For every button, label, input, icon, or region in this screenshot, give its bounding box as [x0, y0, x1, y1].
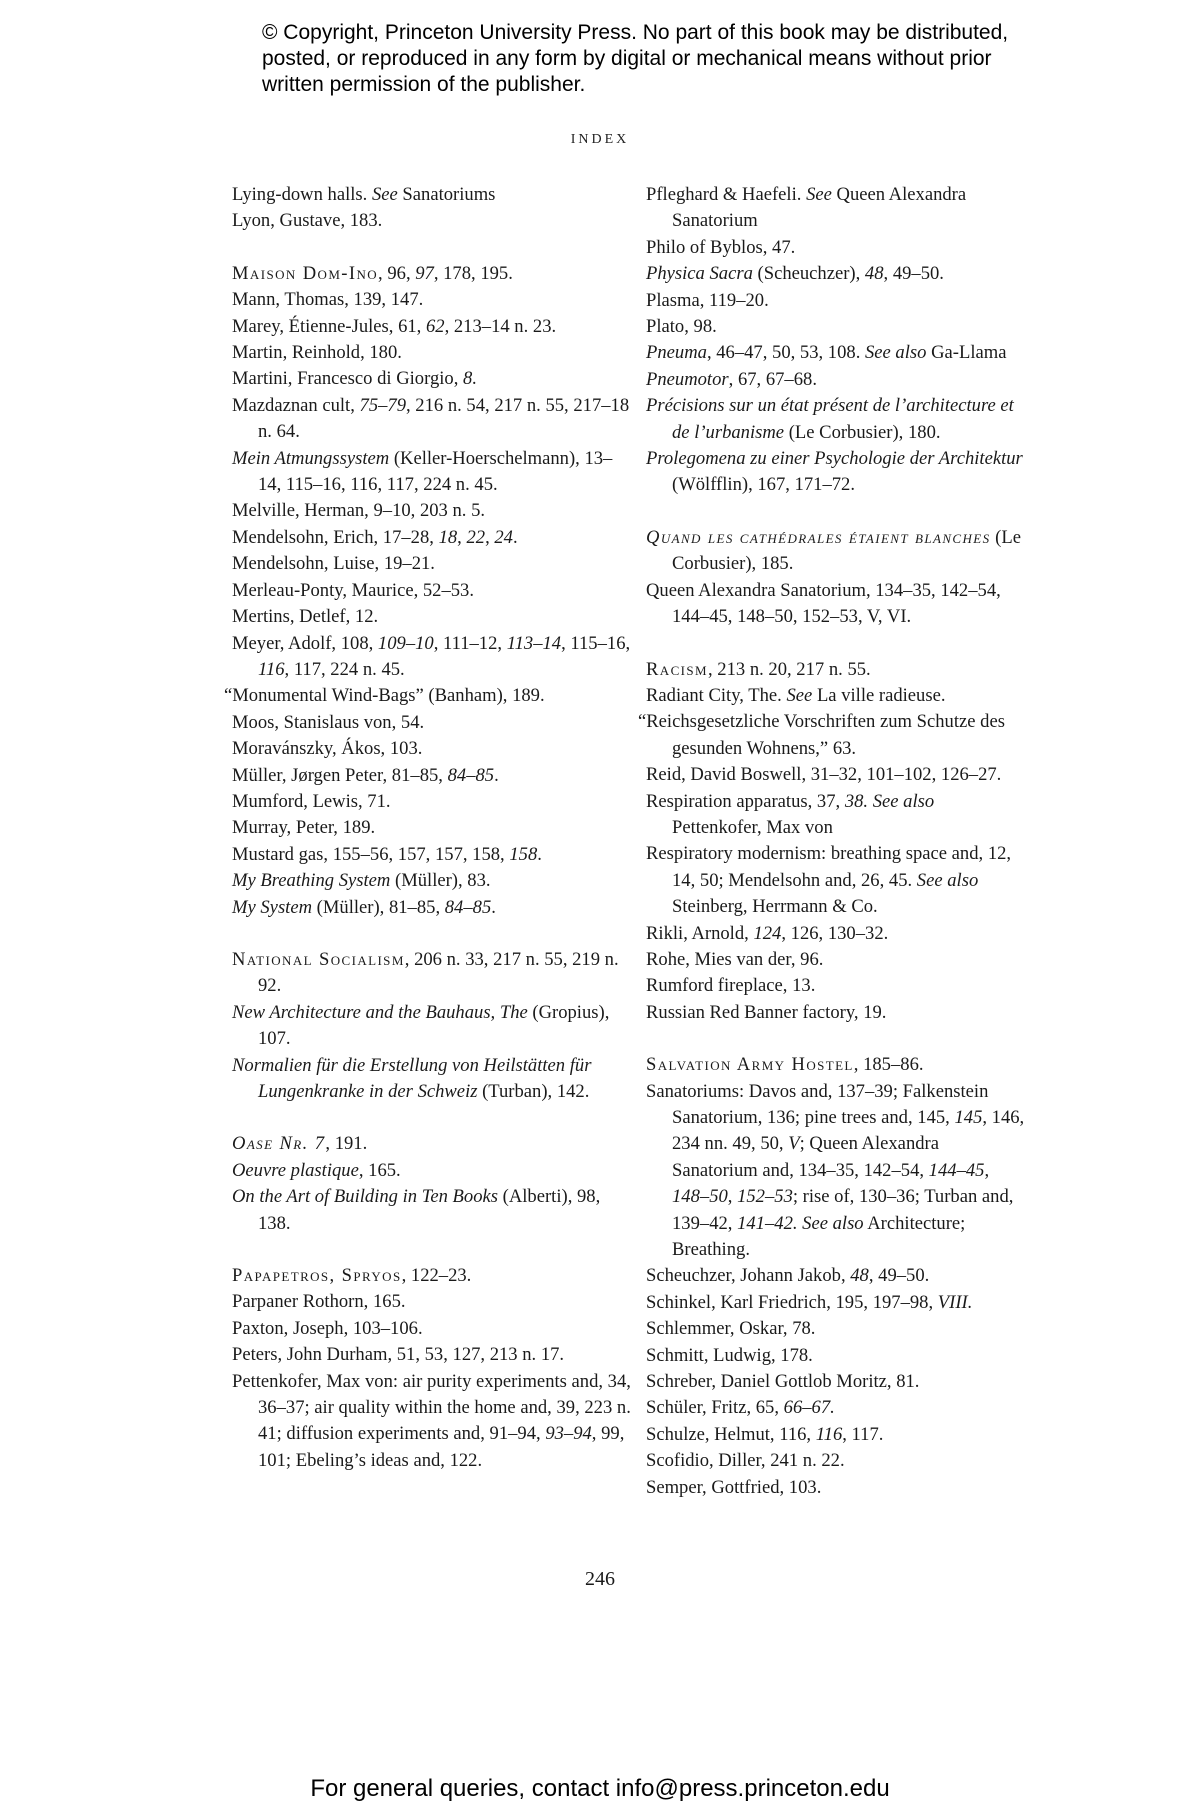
index-column-right — [638, 182, 1026, 1501]
index-entry — [232, 842, 632, 868]
entry-text: , 115–16, — [561, 632, 631, 654]
entry-text: 84–85 — [444, 896, 492, 918]
index-entry — [224, 683, 632, 709]
section-gap — [232, 921, 632, 947]
index-entry — [646, 657, 1026, 683]
entry-text: Meyer, Adolf, 108, — [232, 632, 378, 654]
entry-text: Mendelsohn, Luise, 19–21. — [232, 553, 435, 575]
copyright-notice: © Copyright, Princeton University Press. No part of this book may be distributed, posted, or reproduced in any form by digital or mechanical means without prior written permission of the publisher. — [262, 21, 1009, 96]
entry-text: 158 — [509, 843, 538, 865]
entry-text: , 191. — [325, 1133, 368, 1155]
entry-text: Queen Alexandra Sanatorium — [672, 184, 967, 232]
entry-text: 109–10 — [377, 632, 434, 654]
index-entry — [232, 366, 632, 392]
section-gap — [646, 1026, 1026, 1052]
entry-text: , 213 n. 20, 217 n. 55. — [707, 658, 871, 680]
index-entry — [232, 868, 632, 894]
index-entry — [646, 340, 1026, 366]
entry-text: , 111–12, — [433, 632, 507, 654]
entry-text: Précisions sur un état présent de l’architecture et de l’urbanisme — [646, 395, 1014, 443]
entry-text: , 49–50. — [883, 263, 944, 285]
entry-text: See also — [864, 342, 927, 364]
entry-text: (Le Corbusier), 180. — [784, 421, 941, 443]
entry-text: 8. — [463, 368, 477, 390]
entry-text: Marey, Étienne-Jules, 61, — [232, 315, 426, 337]
index-entry — [646, 261, 1026, 287]
entry-text: Mein Atmungssystem — [232, 447, 390, 469]
entry-text: , 185–86. — [853, 1054, 924, 1076]
section-gap — [646, 499, 1026, 525]
entry-text: 38. See also — [844, 790, 935, 812]
entry-text: 22 — [466, 526, 486, 548]
entry-text: Rohe, Mies van der, 96. — [646, 948, 824, 970]
entry-text: Schreber, Daniel Gottlob Moritz, 81. — [646, 1371, 920, 1393]
index-entry — [232, 789, 632, 815]
section-gap — [232, 1237, 632, 1263]
entry-text: Lying-down halls. — [232, 184, 372, 205]
index-entry — [646, 762, 1026, 788]
index-entry — [232, 393, 632, 446]
index-entry — [232, 208, 632, 234]
entry-text: 48 — [850, 1265, 869, 1287]
index-entry — [232, 261, 632, 287]
section-gap — [646, 631, 1026, 657]
entry-text: Moos, Stanislaus von, 54. — [232, 711, 425, 733]
entry-text: Müller, Jørgen Peter, 81–85, — [232, 764, 448, 786]
index-entry — [646, 446, 1026, 499]
index-entry — [646, 1290, 1026, 1316]
index-entry — [646, 525, 1026, 578]
entry-text: “Monumental Wind-Bags” (Banham), 189. — [224, 685, 545, 707]
index-entry — [646, 1369, 1026, 1395]
entry-text: Martin, Reinhold, 180. — [232, 342, 402, 364]
index-entry — [232, 1131, 632, 1157]
index-entry — [232, 340, 632, 366]
entry-text: 75–79 — [359, 394, 406, 416]
entry-text: (Gropius), 107. — [258, 1001, 610, 1050]
entry-text: See — [786, 684, 813, 706]
index-entry — [646, 182, 1026, 235]
entry-text: 116 — [258, 658, 285, 680]
index-entry — [232, 182, 632, 208]
index-entry — [646, 973, 1026, 999]
entry-text: Scofidio, Diller, 241 n. 22. — [646, 1450, 845, 1472]
entry-text: Pneuma — [646, 342, 707, 364]
entry-text: , 216 n. 54, 217 n. 55, 217–18 n. 64. — [258, 394, 630, 443]
entry-text: 18 — [438, 526, 458, 548]
index-entry — [232, 710, 632, 736]
index-entry — [232, 498, 632, 524]
entry-text: Pettenkofer, Max von — [672, 816, 833, 838]
index-entry — [646, 1395, 1026, 1421]
entry-text: Schmitt, Ludwig, 178. — [646, 1344, 813, 1366]
entry-text: 124 — [753, 922, 782, 944]
entry-text: , 213–14 n. 23. — [444, 315, 557, 337]
entry-text: Philo of Byblos, 47. — [646, 236, 796, 258]
index-entry — [232, 551, 632, 577]
entry-text: See — [371, 184, 398, 205]
entry-text: , 67, 67–68. — [728, 368, 817, 390]
entry-text: Mazdaznan cult, — [232, 394, 360, 416]
entry-text: Quand les cathédrales étaient blanches — [646, 526, 991, 548]
index-entry — [646, 1422, 1026, 1448]
entry-text: Pfleghard & Haefeli. — [646, 184, 807, 205]
entry-text: 141–42. See also — [737, 1212, 864, 1234]
index-entry — [646, 921, 1026, 947]
index-entry — [646, 1052, 1026, 1078]
entry-text: Respiratory modernism: breathing space and, 12, 14, 50; Mendelsohn and, 26, 45. — [646, 843, 1012, 891]
entry-text: Racism — [646, 658, 708, 680]
entry-text: Schlemmer, Oskar, 78. — [646, 1318, 816, 1340]
entry-text: , — [727, 1186, 738, 1208]
entry-text: (Alberti), 98, 138. — [258, 1186, 601, 1234]
index-entry — [232, 1369, 632, 1475]
index-entry — [232, 1263, 632, 1289]
entry-text: Schulze, Helmut, 116, — [646, 1423, 816, 1445]
entry-text: V — [788, 1133, 800, 1155]
entry-text: 148–50 — [672, 1186, 728, 1208]
entry-text: Ga-Llama — [926, 342, 1007, 364]
entry-text: See also — [916, 869, 979, 891]
entry-text: 66–67. — [783, 1397, 835, 1419]
entry-text: , 165. — [358, 1159, 401, 1181]
entry-text: Mustard gas, 155–56, 157, 157, 158, — [232, 843, 510, 865]
entry-text: Sanatoriums — [397, 184, 496, 205]
entry-text: Peters, John Durham, 51, 53, 127, 213 n. 17. — [232, 1344, 565, 1366]
index-entry — [232, 1053, 632, 1106]
entry-text: , 99, 101; Ebeling’s ideas and, 122. — [258, 1423, 625, 1471]
entry-text: (Le Corbusier), 185. — [672, 526, 1021, 575]
entry-text: Rikli, Arnold, — [646, 922, 754, 944]
index-entry — [232, 1184, 632, 1237]
entry-text: Prolegomena zu einer Psychologie der Architektur — [646, 448, 1023, 470]
entry-text: (Müller), 83. — [390, 870, 491, 892]
entry-text: Melville, Herman, 9–10, 203 n. 5. — [232, 500, 486, 522]
entry-text: Plato, 98. — [646, 316, 717, 338]
index-entry — [232, 1316, 632, 1342]
entry-text: , — [457, 526, 467, 548]
entry-text: New Architecture and the Bauhaus, The — [232, 1001, 528, 1023]
index-entry — [646, 314, 1026, 340]
index-entry — [232, 1289, 632, 1315]
entry-text: 116 — [815, 1423, 843, 1445]
index-entry — [638, 709, 1026, 762]
index-entry — [646, 1000, 1026, 1026]
entry-text: , 117, 224 n. 45. — [284, 658, 405, 680]
entry-text: National Socialism — [232, 948, 405, 970]
entry-text: “Reichsgesetzliche Vorschriften zum Schutze des gesunden Wohnens,” 63. — [638, 711, 1005, 759]
entry-text: , 122–23. — [401, 1265, 472, 1287]
index-entry — [232, 815, 632, 841]
index-entry — [646, 947, 1026, 973]
entry-text: Normalien für die Erstellung von Heilstätten für Lungenkranke in der Schweiz — [232, 1054, 592, 1102]
entry-text: 97 — [415, 262, 434, 284]
index-entry — [646, 789, 1026, 842]
entry-text: La ville radieuse. — [812, 684, 946, 706]
entry-text: , 117. — [842, 1423, 884, 1445]
entry-text: ; rise of, 130–36; Turban and, 139–42, — [672, 1186, 1014, 1234]
entry-text: Radiant City, The. — [646, 684, 787, 706]
index-entry — [646, 288, 1026, 314]
index-entry — [646, 1343, 1026, 1369]
entry-text: Sanatoriums: Davos and, 137–39; Falkenstein Sanatorium, 136; pine trees and, 145, — [646, 1080, 989, 1128]
entry-text: , 46–47, 50, 53, 108. — [706, 342, 865, 364]
entry-text: 113–14 — [506, 632, 562, 654]
entry-text: , 178, 195. — [433, 262, 513, 284]
entry-text: 144–45 — [928, 1159, 985, 1181]
entry-text: , — [984, 1159, 990, 1181]
entry-text: . — [537, 843, 542, 865]
index-entry — [232, 604, 632, 630]
entry-text: Rumford fireplace, 13. — [646, 975, 816, 997]
entry-text: Schüler, Fritz, 65, — [646, 1397, 784, 1419]
index-entry — [232, 1000, 632, 1053]
entry-text: Queen Alexandra Sanatorium, 134–35, 142–54, 144–45, 148–50, 152–53, V, VI. — [646, 579, 1001, 628]
entry-text: ; Queen Alexandra Sanatorium and, 134–35, 142–54, — [672, 1133, 939, 1181]
index-entry — [232, 525, 632, 551]
entry-text: , 49–50. — [868, 1265, 930, 1287]
entry-text: , 126, 130–32. — [781, 922, 889, 944]
index-entry — [232, 314, 632, 340]
entry-text: Salvation Army Hostel — [646, 1054, 854, 1076]
entry-text: , 146, 234 nn. 49, 50, — [672, 1107, 1025, 1155]
entry-text: Reid, David Boswell, 31–32, 101–102, 126–27. — [646, 764, 1002, 786]
section-gap — [232, 235, 632, 261]
index-entry — [232, 1158, 632, 1184]
entry-text: 93–94 — [545, 1423, 592, 1445]
entry-text: On the Art of Building in Ten Books — [232, 1186, 498, 1208]
index-entry — [646, 393, 1026, 446]
entry-text: Plasma, 119–20. — [646, 289, 769, 311]
entry-text: Merleau-Ponty, Maurice, 52–53. — [232, 579, 474, 601]
entry-text: Oase Nr. 7 — [232, 1133, 326, 1155]
entry-text: Mumford, Lewis, 71. — [232, 790, 391, 812]
index-entry — [646, 1263, 1026, 1289]
entry-text: 24 — [494, 526, 513, 548]
index-entry — [646, 1079, 1026, 1264]
entry-text: , 96, — [378, 262, 416, 284]
index-entry — [232, 947, 632, 1000]
index-entry — [232, 1342, 632, 1368]
entry-text: My Breathing System — [232, 870, 391, 892]
index-entry — [646, 235, 1026, 261]
entry-text: See — [806, 184, 832, 205]
entry-text: . — [512, 526, 518, 548]
entry-text: (Wölfflin), 167, 171–72. — [672, 474, 855, 496]
entry-text: 62 — [425, 315, 445, 337]
entry-text: Mertins, Detlef, 12. — [232, 606, 379, 628]
entry-text: Parpaner Rothorn, 165. — [232, 1291, 406, 1313]
index-entry — [232, 895, 632, 921]
index-entry — [646, 1448, 1026, 1474]
entry-text: Lyon, Gustave, 183. — [232, 210, 383, 232]
entry-text: (Keller-Hoerschelmann), 13–14, 115–16, 116, 117, 224 n. 45. — [258, 447, 613, 496]
page-number: 246 — [585, 1568, 615, 1590]
entry-text: Russian Red Banner factory, 19. — [646, 1001, 887, 1023]
entry-text: Steinberg, Herrmann & Co. — [672, 896, 878, 918]
index-entry — [232, 578, 632, 604]
index-entry — [646, 683, 1026, 709]
entry-text: (Scheuchzer), — [752, 263, 865, 285]
entry-text: Maison Dom-Ino — [232, 262, 379, 284]
index-entry — [646, 1316, 1026, 1342]
entry-text: Architecture; Breathing. — [672, 1212, 966, 1261]
entry-text: Martini, Francesco di Giorgio, — [232, 368, 464, 390]
entry-text: VIII. — [937, 1291, 973, 1313]
index-entry — [232, 631, 632, 684]
entry-text: , — [485, 526, 495, 548]
entry-text: (Müller), 81–85, — [312, 896, 445, 918]
section-gap — [232, 1105, 632, 1131]
contact-footer: For general queries, contact info@press.princeton.edu — [310, 1775, 890, 1802]
index-entry — [646, 367, 1026, 393]
entry-text: 48 — [864, 263, 884, 285]
entry-text: 84–85 — [447, 764, 495, 786]
entry-text: Physica Sacra — [646, 263, 753, 285]
index-entry — [232, 736, 632, 762]
entry-text: My System — [232, 896, 313, 918]
entry-text: Papapetros, Spryos — [232, 1265, 402, 1287]
index-entry — [646, 578, 1026, 631]
index-column-left — [224, 182, 632, 1474]
entry-text: Mann, Thomas, 139, 147. — [232, 289, 424, 311]
entry-text: . — [491, 896, 496, 918]
index-entry — [232, 446, 632, 499]
entry-text: Moravánszky, Ákos, 103. — [232, 738, 423, 760]
entry-text: Oeuvre plastique — [232, 1159, 359, 1181]
entry-text: Pettenkofer, Max von: air purity experiments and, 34, 36–37; air quality within the home and, 39, 223 n. 41; diffusion experiments and, 91–94, — [232, 1370, 631, 1445]
entry-text: . — [494, 764, 499, 786]
index-entry — [646, 1475, 1026, 1501]
entry-text: Scheuchzer, Johann Jakob, — [646, 1265, 851, 1287]
entry-text: 145 — [954, 1107, 983, 1128]
index-entry — [646, 841, 1026, 920]
entry-text: Semper, Gottfried, 103. — [646, 1476, 822, 1498]
entry-text: 152–53 — [737, 1186, 793, 1208]
index-entry — [232, 763, 632, 789]
entry-text: Pneumotor — [646, 368, 729, 390]
running-head: INDEX — [570, 132, 630, 147]
entry-text: , 206 n. 33, 217 n. 55, 219 n. 92. — [258, 948, 619, 997]
entry-text: Murray, Peter, 189. — [232, 817, 376, 839]
index-entry — [232, 287, 632, 313]
entry-text: Paxton, Joseph, 103–106. — [232, 1317, 423, 1339]
entry-text: Schinkel, Karl Friedrich, 195, 197–98, — [646, 1291, 938, 1313]
entry-text: Respiration apparatus, 37, — [646, 790, 845, 812]
entry-text: Mendelsohn, Erich, 17–28, — [232, 526, 439, 548]
entry-text: (Turban), 142. — [477, 1081, 590, 1102]
